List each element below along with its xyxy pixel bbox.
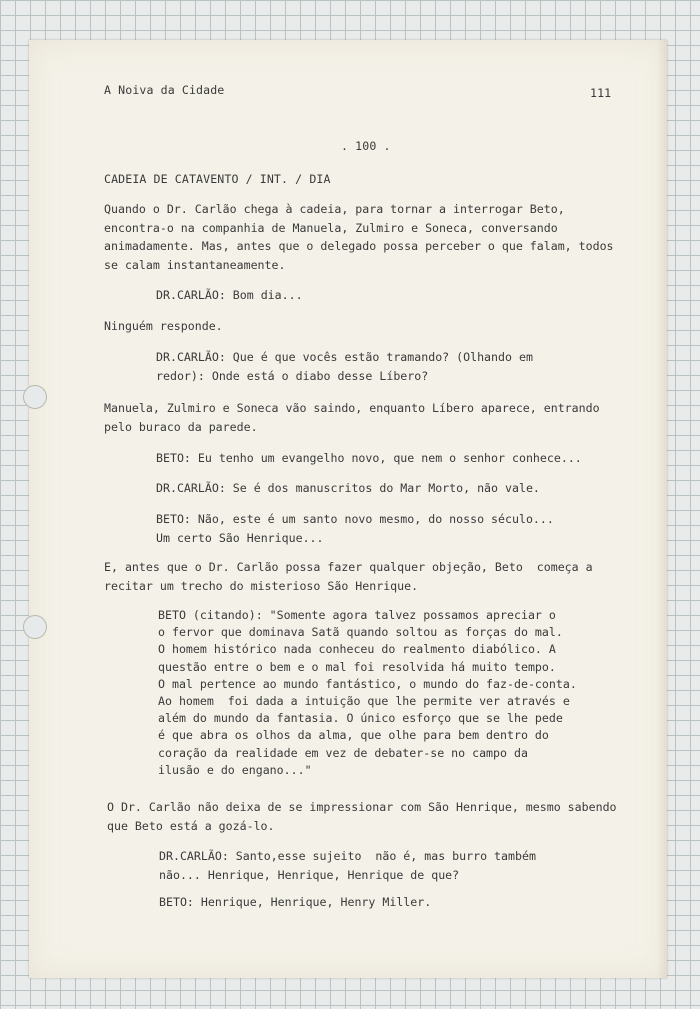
punch-hole bbox=[23, 615, 47, 639]
page-number: 111 bbox=[590, 86, 612, 100]
dialogue: DR.CARLÃO: Bom dia... bbox=[156, 288, 303, 302]
scene-heading: CADEIA DE CATAVENTO / INT. / DIA bbox=[104, 172, 331, 186]
dialogue: BETO: Não, este é um santo novo mesmo, do nosso século... Um certo São Henrique... bbox=[156, 512, 554, 545]
action-paragraph: O Dr. Carlão não deixa de se impressionar com São Henrique, mesmo sabendo que Beto está a gozá-lo. bbox=[107, 800, 617, 833]
dialogue: DR.CARLÃO: Santo,esse sujeito não é, mas burro também não... Henrique, Henrique, Henrique de que? bbox=[159, 849, 536, 882]
script-title: A Noiva da Cidade bbox=[104, 83, 225, 97]
action-paragraph: Manuela, Zulmiro e Soneca vão saindo, enquanto Líbero aparece, entrando pelo buraco da parede. bbox=[104, 401, 600, 434]
scene-number: . 100 . bbox=[341, 139, 391, 153]
dialogue: BETO: Eu tenho um evangelho novo, que nem o senhor conhece... bbox=[156, 451, 582, 465]
dialogue: DR.CARLÃO: Se é dos manuscritos do Mar Morto, não vale. bbox=[156, 481, 540, 495]
dialogue-quote: BETO (citando): "Somente agora talvez possamos apreciar o o fervor que dominava Satã quando soltou as forças do mal. O homem histórico nada conheceu do realmento diabólico. A questão entre o bem e o mal foi resolvida há muito tempo. O mal pertence ao mundo fantástico, o mundo do faz-de-conta. Ao homem foi dada a intuição que lhe permite ver através e além do mundo da fantasia. O único esforço que se lhe pede é que abra os olhos da alma, que olhe para bem dentro do coração da realidade em vez de debater-se no campo da ilusão e do engano..." bbox=[158, 608, 577, 777]
action-paragraph: Ninguém responde. bbox=[104, 319, 223, 333]
dialogue: BETO: Henrique, Henrique, Henry Miller. bbox=[159, 895, 432, 909]
dialogue: DR.CARLÃO: Que é que vocês estão tramando? (Olhando em redor): Onde está o diabo desse Líbero? bbox=[156, 350, 533, 383]
action-paragraph: Quando o Dr. Carlão chega à cadeia, para tornar a interrogar Beto, encontra-o na companhia de Manuela, Zulmiro e Soneca, conversando animadamente. Mas, antes que o delegado possa perceber o que falam, todos se calam instantaneamente. bbox=[104, 202, 614, 272]
punch-hole bbox=[23, 385, 47, 409]
action-paragraph: E, antes que o Dr. Carlão possa fazer qualquer objeção, Beto começa a recitar um trecho do misterioso São Henrique. bbox=[104, 560, 593, 593]
